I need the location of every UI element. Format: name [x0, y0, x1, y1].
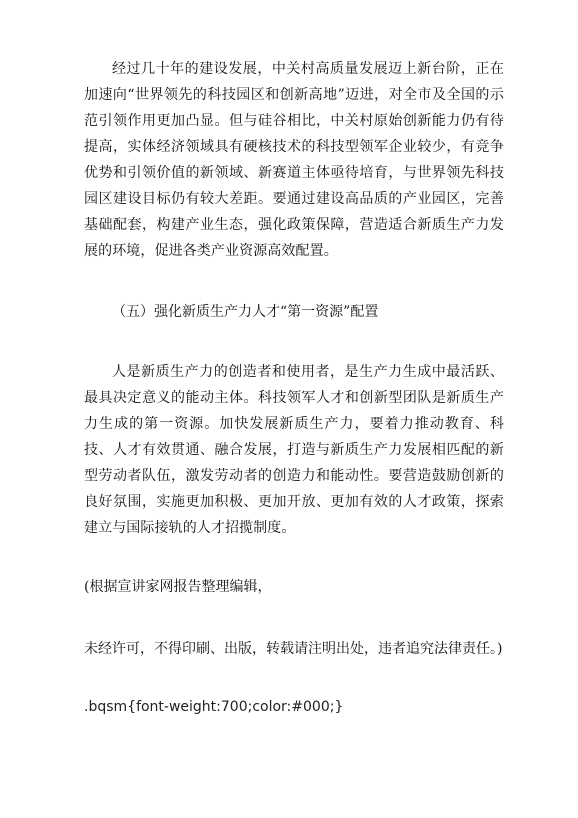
body-paragraph-talent: 人是新质生产力的创造者和使用者，是生产力生成中最活跃、最具决定意义的能动主体。科技领军人才和创新型团队是新质生产力生成的第一资源。加快发展新质生产力，要着力推动教育、科技、人才有效贯通、融合发展，打造与新质生产力发展相匹配的新型劳动者队伍，激发劳动者的创造力和能动性。要营造鼓励创新的良好氛围，实施更加积极、更加开放、更加有效的人才政策，探索建立与国际接轨的人才招揽制度。	[84, 364, 504, 536]
source-note: (根据宣讲家网报告整理编辑，	[84, 579, 272, 595]
copyright-note: 未经许可，不得印刷、出版，转载请注明出处，违者追究法律责任。)	[84, 641, 503, 657]
body-paragraph-zhongguancun: 经过几十年的建设发展，中关村高质量发展迈上新台阶，正在加速向“世界领先的科技园区和创新高地”迈进，对全市及全国的示范引领作用更加凸显。但与硅谷相比，中关村原始创新能力仍有待提高，实体经济领域具有硬核技术的科技型领军企业较少，有竞争优势和引领价值的新领域、新赛道主体亟待培育，与世界领先科技园区建设目标仍有较大差距。要通过建设高品质的产业园区，完善基础配套，构建产业生态，强化政策保障，营造适合新质生产力发展的环境，促进各类产业资源高效配置。	[84, 61, 504, 259]
css-code-snippet: .bqsm{font-weight:700;color:#000;}	[84, 699, 344, 715]
section-heading-talent: （五）强化新质生产力人才“第一资源”配置	[112, 304, 379, 320]
